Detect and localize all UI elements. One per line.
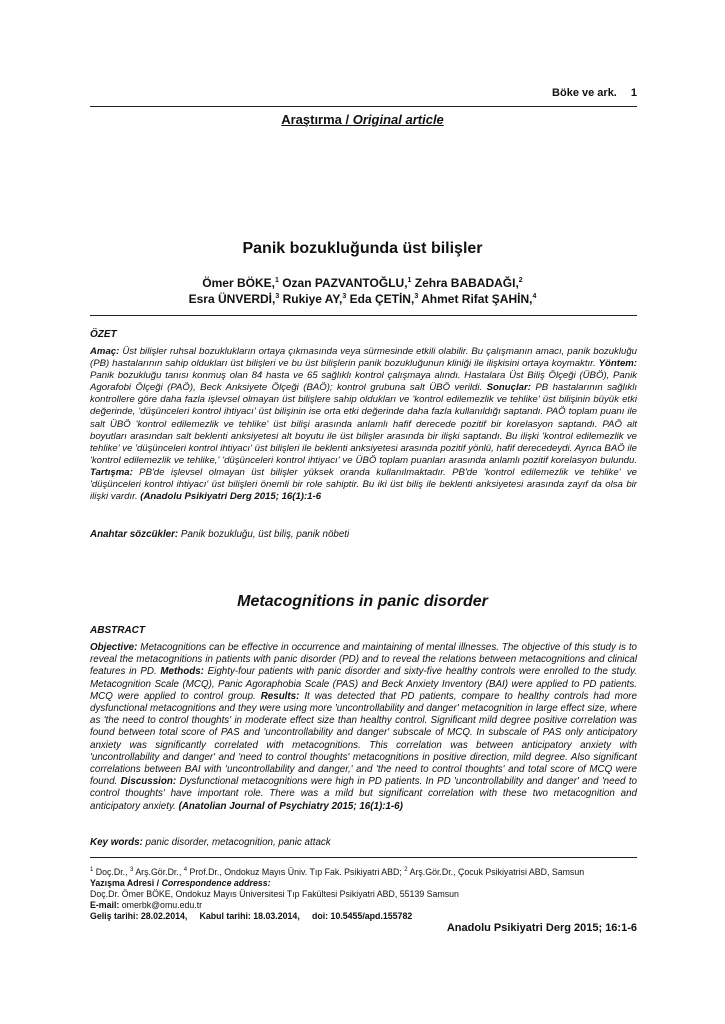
authors-rule xyxy=(90,315,637,316)
abstract-keywords-text: panic disorder, metacognition, panic attack xyxy=(142,837,331,848)
ozet-body xyxy=(90,346,637,503)
affil-sup: 2 xyxy=(404,867,408,873)
ozet-tartisma: PB'de işlevsel olmayan üst bilişler yüksek oranda kullanılmaktadır. PB'de 'kontrol edilemezlik ve tehlike' ve 'düşünceleri kontrol ihtiyacı' üst bilişleri önemli bir role sahiptir. Bu iki üst biliş ile beklenti anksiyetesi arasında zayıf da olsa bir ilişki vardır. xyxy=(90,466,637,503)
article-type xyxy=(0,112,725,127)
author-affil: 2 xyxy=(518,277,523,284)
author: Esra ÜNVERDİ, xyxy=(188,292,276,306)
abstract-citation: (Anatolian Journal of Psychiatry 2015; 16(1):1-6) xyxy=(178,800,403,812)
affil-text: Arş.Gör.Dr., Çocuk Psikiyatrisi ABD, Samsun xyxy=(407,866,585,877)
article-type-sep: / xyxy=(341,112,353,127)
corr-label-tr: Yazışma Adresi / xyxy=(90,877,162,888)
abstract-body xyxy=(90,642,637,813)
journal-footer: Anadolu Psikiyatri Derg 2015; 16:1-6 xyxy=(446,922,637,934)
author-affil: 3 xyxy=(414,293,419,300)
email-label: E-mail: xyxy=(90,899,120,910)
running-head-authors: Böke ve ark. xyxy=(552,87,617,99)
ozet-sonuclar: PB hastalarının sağlıklı kontrollere göre daha fazla işlevsel olmayan üst bilişlere sahip oldukları ve 'kontrol edilemezlik ve tehlike' üst bilişinin büyük etki değerinde, 'düşünceleri kontrol ihtiyacı' üst bilişinin ise orta etki değerinde daha fazla kullanıldığı saptandı. PAÖ toplam puanı ile salt ÜBÖ 'kontrol edilemezlik ve tehlike' üst bilişi arasında anlamlı hafif derecede pozitif bir korelasyon saptandı. PAÖ alt boyutları arasından salt beklenti anksiyetesi alt boyutu ile üst bilişler arasında bir ilişki saptandı. Bu ilişki 'kontrol edilemezlik ve tehlike' ve 'düşünceleri kontrol ihtiyacı' üst bilişleri ile beklenti anksiyetesi arasında pozitif yönlü, hafif derecedeydi. Ayrıca BAÖ ile 'kontrol edilemezlik ve tehlike,' 'düşünceleri kontrol ihtiyacı' ve ÜBÖ toplam puanları arasında anlamlı pozitif korelasyon bulundu. xyxy=(90,382,637,466)
abstract-results-label: Results: xyxy=(260,690,300,702)
correspondence-address: Doç.Dr. Ömer BÖKE, Ondokuz Mayıs Üniversitesi Tıp Fakültesi Psikiyatri ABD, 55139 Samsun xyxy=(90,888,459,899)
abstract-heading: ABSTRACT xyxy=(90,625,145,636)
affil-sup: 1 xyxy=(90,867,94,873)
affil-text: Prof.Dr., Ondokuz Mayıs Üniv. Tıp Fak. Psikiyatri ABD; xyxy=(187,866,405,877)
abstract-keywords xyxy=(90,837,637,848)
dates-line: Geliş tarihi: 28.02.2014, Kabul tarihi: 18.03.2014, doi: 10.5455/apd.155782 xyxy=(90,910,413,921)
ozet-sonuclar-label: Sonuçlar: xyxy=(486,382,531,394)
title-english: Metacognitions in panic disorder xyxy=(237,593,488,610)
ozet-yontem: Panik bozukluğu tanısı konmuş olan 84 hasta ve 65 sağlıklı kontrol çalışmaya alındı. Hastalara Üst Biliş Ölçeği (ÜBÖ), Panik Agorafobi Ölçeği (PAÖ), Beck Anksiyete Ölçeği (BAÖ); kontrol grubuna salt ÜBÖ verildi. xyxy=(90,370,637,394)
ozet-yontem-label: Yöntem: xyxy=(598,358,637,370)
author: Zehra BABADAĞI, xyxy=(411,276,519,290)
title-turkish: Panik bozukluğunda üst bilişler xyxy=(242,240,483,257)
abstract-discussion-label: Discussion: xyxy=(120,776,177,788)
ozet-keywords xyxy=(90,529,637,540)
ozet-amac-label: Amaç: xyxy=(90,346,120,357)
ozet-keywords-text: Panik bozukluğu, üst biliş, panik nöbeti xyxy=(178,529,350,540)
author-affil: 1 xyxy=(407,277,412,284)
email-address: omerbk@omu.edu.tr xyxy=(119,899,203,910)
author: Rukiye AY, xyxy=(279,292,343,306)
running-head xyxy=(552,87,637,99)
ozet-tartisma-label: Tartışma: xyxy=(90,466,133,478)
article-type-en: Original article xyxy=(352,112,444,127)
ozet-citation: (Anadolu Psikiyatri Derg 2015; 16(1):1-6 xyxy=(140,491,322,503)
email-line xyxy=(90,900,637,911)
footnote-rule xyxy=(90,857,637,858)
abstract-objective: Metacognitions can be effective in occurrence and maintaining of mental illnesses. The objective of this study is to reveal the metacognitions in patients with panic disorder (PD) and to reveal the relations between metacognitions and clinical features in PD. xyxy=(90,642,637,678)
abstract-discussion: Dysfunctional metacognitions were high in PD patients. In PD 'uncontrollability and danger' and 'need to control thoughts' have important role. There was a mild but significant correlation with these two metacognition and anticipatory anxiety. xyxy=(90,776,637,812)
corr-label-en: Correspondence address: xyxy=(161,877,271,888)
correspondence-label xyxy=(90,878,637,889)
author-affil: 1 xyxy=(274,277,279,284)
affil-sup: 4 xyxy=(183,867,188,873)
abstract-methods-label: Methods: xyxy=(160,666,204,678)
abstract-methods: Eighty-four patients with panic disorder and sixty-five healthy controls were enrolled to the study. Metacognition Scale (MCQ), Panic Agoraphobia Scale (PAS) and Beck Anxiety Inventory (BAI) were applied to PD patients. MCQ were applied to control group. xyxy=(90,666,637,702)
author-affil: 4 xyxy=(532,293,537,300)
abstract-objective-label: Objective: xyxy=(90,642,138,653)
footnotes xyxy=(90,865,637,922)
authors-line-2 xyxy=(0,289,725,307)
article-type-tr: Araştırma xyxy=(281,112,342,127)
ozet-keywords-label: Anahtar sözcükler: xyxy=(90,529,179,540)
author-affil: 3 xyxy=(275,293,280,300)
author-affil: 3 xyxy=(342,293,347,300)
author: Ömer BÖKE, xyxy=(202,276,275,290)
author: Ozan PAZVANTOĞLU, xyxy=(278,276,408,290)
ozet-amac: Üst bilişler ruhsal bozuklukların ortaya çıkmasında veya sürmesinde etkili olabilir. Bu çalışmanın amacı, panik bozukluğu (PB) hastalarının sahip oldukları üst bilişleri ve bu üst bilişlerin panik bozukluğunun kliniği ile ilişkisini ortaya koymaktır. xyxy=(90,346,637,370)
affiliations xyxy=(90,865,637,878)
header-rule xyxy=(90,106,637,107)
affil-text: Doç.Dr., xyxy=(93,866,131,877)
page-number: 1 xyxy=(630,87,637,99)
affil-text: Arş.Gör.Dr., xyxy=(133,866,184,877)
abstract-results: It was detected that PD patients, compare to healthy controls had more dysfunctional metacognitions and they were using more 'uncontrollability and danger' metacognition in large effect size, where as 'the need to control thoughts' in moderate effect size than healthy control. Significant mild degree positive correlation was found between total score of PAS and 'uncontrollability and danger' subscale of MCQ. In subscale of PAS only anticipatory anxiety was significantly correlated with metacognitions. This correlation was between anticipatory anxiety with 'uncontrollability and danger' and 'need to control thoughts' metacognitions in positive direction, mild degree. Also significant correlations between BAI with 'uncontrollability and danger,' and 'the need to control thoughts' and total score of MCQ were found. xyxy=(90,690,637,788)
affil-sup: 3 xyxy=(130,867,134,873)
ozet-heading: ÖZET xyxy=(90,329,117,340)
abstract-keywords-label: Key words: xyxy=(90,837,143,848)
author: Ahmet Rifat ŞAHİN, xyxy=(418,292,533,306)
author: Eda ÇETİN, xyxy=(346,292,415,306)
